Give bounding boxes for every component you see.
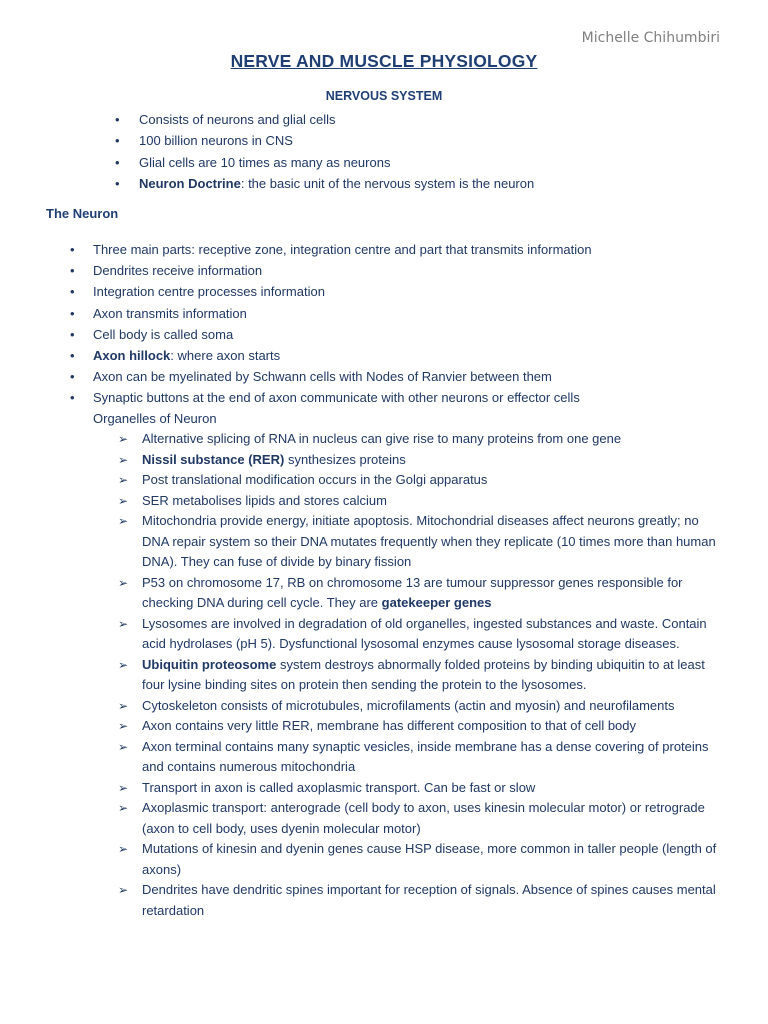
list-item: • Cell body is called soma (68, 324, 728, 345)
list-item: • Consists of neurons and glial cells (114, 109, 734, 130)
list-item: ➢ Post translational modification occurs in the Golgi apparatus (118, 470, 728, 491)
list-item: ➢ Ubiquitin proteosome system destroys abnormally folded proteins by binding ubiquitin to at least four lysine binding sites on protein then sending the protein to the lysosomes. (118, 655, 728, 696)
list-item: • Glial cells are 10 times as many as neurons (114, 152, 734, 173)
neuron-list (68, 239, 728, 409)
list-item: • Three main parts: receptive zone, integration centre and part that transmits information (68, 239, 728, 260)
list-item: • 100 billion neurons in CNS (114, 130, 734, 151)
list-item: • Axon transmits information (68, 303, 728, 324)
nervous-system-list (114, 109, 734, 194)
section-heading: The Neuron (46, 206, 119, 221)
list-item: ➢ Dendrites have dendritic spines important for reception of signals. Absence of spines causes mental retardation (118, 880, 728, 921)
list-item: ➢ Nissil substance (RER) synthesizes proteins (118, 450, 728, 471)
list-item: ➢ P53 on chromosome 17, RB on chromosome 13 are tumour suppressor genes responsible for checking DNA during cell cycle. They are gatekeeper genes (118, 573, 728, 614)
list-item: ➢ Axon contains very little RER, membrane has different composition to that of cell body (118, 716, 728, 737)
author-name: Michelle Chihumbiri (581, 30, 720, 46)
list-item: ➢ Axoplasmic transport: anterograde (cell body to axon, uses kinesin molecular motor) or retrograde (axon to cell body, uses dyenin molecular motor) (118, 798, 728, 839)
list-item: • Synaptic buttons at the end of axon communicate with other neurons or effector cells (68, 387, 728, 408)
list-item: • Axon hillock: where axon starts (68, 345, 728, 366)
section-subtitle: NERVOUS SYSTEM (325, 89, 443, 103)
list-item: ➢ Cytoskeleton consists of microtubules, microfilaments (actin and myosin) and neurofilaments (118, 696, 728, 717)
document-title: NERVE AND MUSCLE PHYSIOLOGY (230, 51, 538, 71)
list-item: • Integration centre processes information (68, 281, 728, 302)
organelles-label: Organelles of Neuron (93, 411, 217, 426)
list-item: ➢ Lysosomes are involved in degradation of old organelles, ingested substances and waste. Contain acid hydrolases (pH 5). Dysfunctional lysosomal enzymes cause lysosomal storage diseases. (118, 614, 728, 655)
list-item: ➢ Mutations of kinesin and dyenin genes cause HSP disease, more common in taller people (length of axons) (118, 839, 728, 880)
list-item: • Neuron Doctrine: the basic unit of the nervous system is the neuron (114, 173, 734, 194)
list-item: • Axon can be myelinated by Schwann cells with Nodes of Ranvier between them (68, 366, 728, 387)
list-item: • Dendrites receive information (68, 260, 728, 281)
list-item: ➢ Axon terminal contains many synaptic vesicles, inside membrane has a dense covering of proteins and contains numerous mitochondria (118, 737, 728, 778)
list-item: ➢ Transport in axon is called axoplasmic transport. Can be fast or slow (118, 778, 728, 799)
list-item: ➢ Mitochondria provide energy, initiate apoptosis. Mitochondrial diseases affect neurons greatly; no DNA repair system so their DNA mutates frequently when they replicate (10 times more than human DNA). They can fuse of divide by binary fission (118, 511, 728, 573)
list-item: ➢ SER metabolises lipids and stores calcium (118, 491, 728, 512)
organelle-list (118, 429, 728, 921)
list-item: ➢ Alternative splicing of RNA in nucleus can give rise to many proteins from one gene (118, 429, 728, 450)
